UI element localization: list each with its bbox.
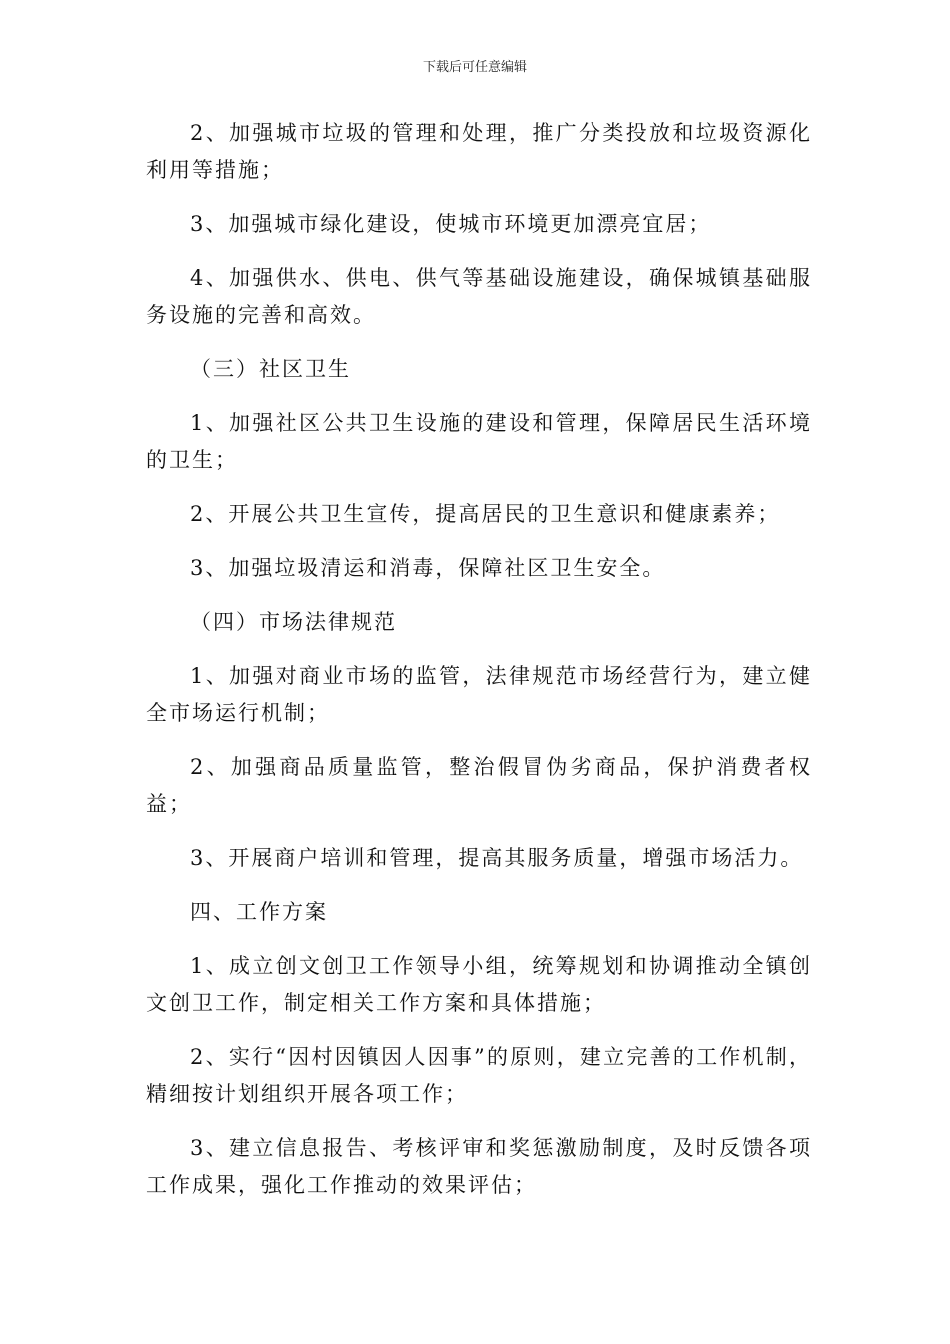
section-heading: （三）社区卫生 <box>190 357 351 381</box>
paragraph-list-item: 1、成立创文创卫工作领导小组，统筹规划和协调推动全镇创文创卫工作，制定相关工作方案和具体措施； <box>146 954 812 1015</box>
section-heading: （四）市场法律规范 <box>190 610 397 634</box>
document-body <box>146 115 812 1221</box>
paragraph-list-item: 3、加强垃圾清运和消毒，保障社区卫生安全。 <box>190 556 666 580</box>
page-header-note: 下载后可任意编辑 <box>422 60 527 75</box>
paragraph-list-item: 2、实行“因村因镇因人因事”的原则，建立完善的工作机制，精细按计划组织开展各项工作； <box>146 1045 812 1106</box>
section-heading: 四、工作方案 <box>190 900 328 924</box>
paragraph-list-item: 2、加强商品质量监管，整治假冒伪劣商品，保护消费者权益； <box>146 755 812 816</box>
paragraph-list-item: 3、加强城市绿化建设，使城市环境更加漂亮宜居； <box>190 212 712 236</box>
paragraph-list-item: 1、加强对商业市场的监管，法律规范市场经营行为，建立健全市场运行机制； <box>146 664 812 725</box>
paragraph-list-item: 2、开展公共卫生宣传，提高居民的卫生意识和健康素养； <box>190 502 781 526</box>
paragraph-list-item: 3、开展商户培训和管理，提高其服务质量，增强市场活力。 <box>190 846 804 870</box>
paragraph-list-item: 2、加强城市垃圾的管理和处理，推广分类投放和垃圾资源化利用等措施； <box>146 121 812 182</box>
paragraph-list-item: 3、建立信息报告、考核评审和奖惩激励制度，及时反馈各项工作成果，强化工作推动的效果评估； <box>146 1136 812 1197</box>
paragraph-list-item: 1、加强社区公共卫生设施的建设和管理，保障居民生活环境的卫生； <box>146 411 812 472</box>
paragraph-list-item: 4、加强供水、供电、供气等基础设施建设，确保城镇基础服务设施的完善和高效。 <box>146 266 812 327</box>
